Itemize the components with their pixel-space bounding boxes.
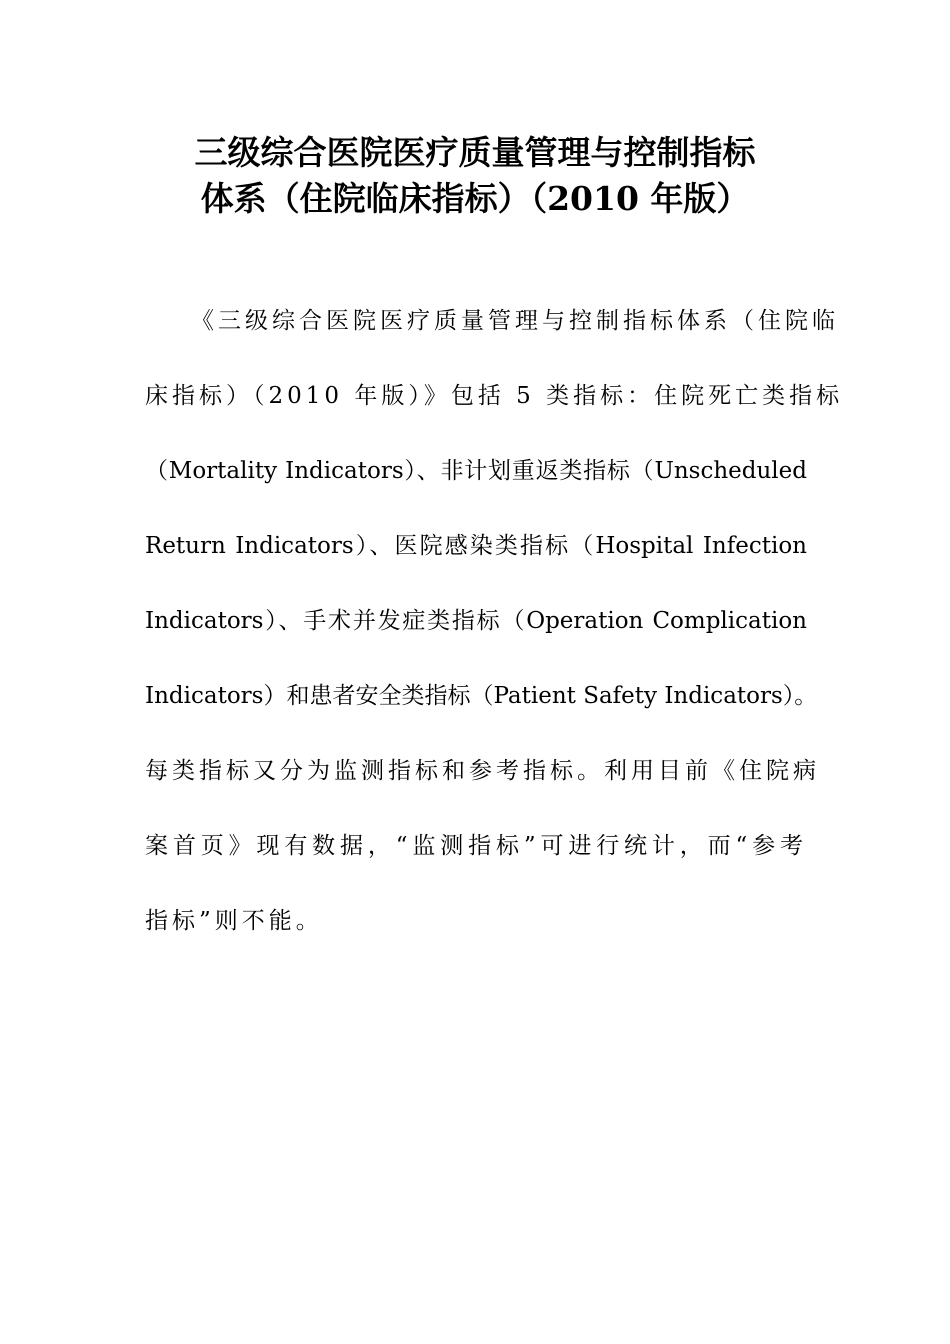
paragraph-line-5: Indicators）、手术并发症类指标（Operation Complication bbox=[145, 608, 807, 634]
paragraph-line-7: 每类指标又分为监测指标和参考指标。利用目前《住院病 bbox=[145, 758, 820, 784]
paragraph-line-9: 指标”则不能。 bbox=[145, 908, 323, 934]
title-line-1: 三级综合医院医疗质量管理与控制指标 bbox=[194, 133, 756, 172]
paragraph-line-1: 《三级综合医院医疗质量管理与控制指标体系（住院临 bbox=[191, 308, 839, 334]
document-title bbox=[120, 130, 830, 222]
paragraph-line-6: Indicators）和患者安全类指标（Patient Safety Indicators）。 bbox=[145, 683, 818, 709]
body-paragraph bbox=[145, 297, 844, 972]
paragraph-line-4: Return Indicators）、医院感染类指标（Hospital Infection bbox=[145, 533, 807, 559]
paragraph-line-8: 案首页》现有数据，“监测指标”可进行统计，而“参考 bbox=[145, 833, 807, 859]
paragraph-line-3: （Mortality Indicators）、非计划重返类指标（Unscheduled bbox=[145, 458, 807, 484]
paragraph-line-2: 床指标）（2010 年版）》包括 5 类指标：住院死亡类指标 bbox=[145, 383, 844, 409]
title-line-2: 体系（住院临床指标）（2010 年版） bbox=[200, 179, 750, 218]
